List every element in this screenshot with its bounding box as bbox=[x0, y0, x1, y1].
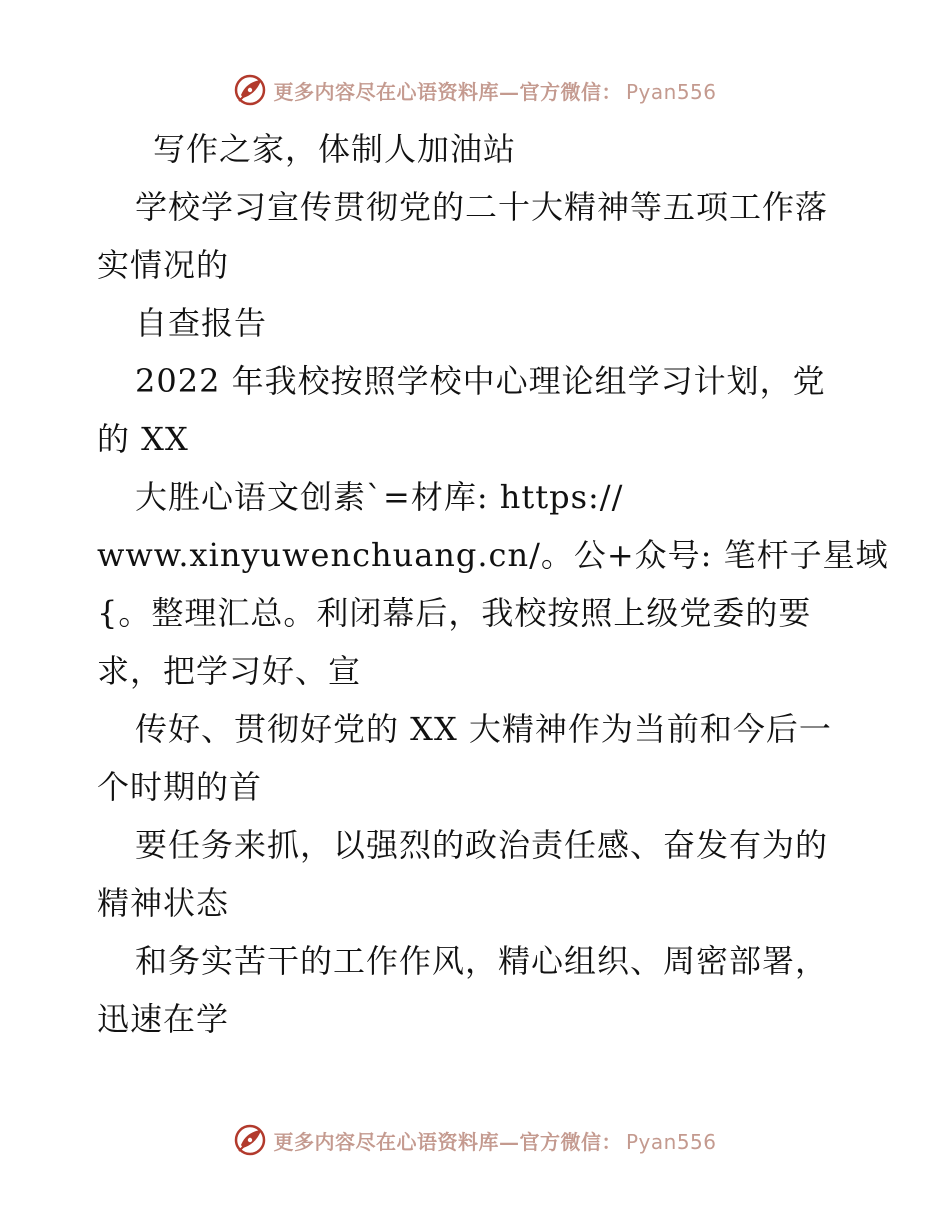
document-line: 迅速在学 bbox=[97, 1000, 230, 1038]
footer-wechat-id: Pyan556 bbox=[625, 1129, 717, 1154]
document-line: 传好、贯彻好党的 XX 大精神作为当前和今后一 bbox=[135, 710, 832, 748]
header-wechat-id: Pyan556 bbox=[625, 79, 717, 104]
document-line: 求，把学习好、宣 bbox=[97, 652, 362, 690]
header-banner-label: 更多内容尽在心语资料库—官方微信： bbox=[273, 79, 622, 104]
document-line: 学校学习宣传贯彻党的二十大精神等五项工作落 bbox=[135, 188, 829, 226]
document-line: 写作之家，体制人加油站 bbox=[153, 130, 517, 168]
document-line: {。整理汇总。利闭幕后，我校按照上级党委的要 bbox=[97, 594, 812, 632]
header-banner-text bbox=[273, 76, 716, 105]
header-watermark-banner bbox=[0, 70, 950, 110]
document-line: 实情况的 bbox=[97, 246, 230, 284]
pen-nib-logo-icon bbox=[233, 1123, 267, 1157]
document-line: 2022 年我校按照学校中心理论组学习计划，党 bbox=[135, 362, 826, 400]
document-line: 自查报告 bbox=[135, 304, 268, 342]
footer-banner-label: 更多内容尽在心语资料库—官方微信： bbox=[273, 1129, 622, 1154]
footer-banner-text bbox=[273, 1126, 716, 1155]
document-line: 和务实苦干的工作作风，精心组织、周密部署， bbox=[135, 942, 829, 980]
document-body bbox=[97, 120, 889, 1048]
document-line: 的 XX bbox=[97, 420, 189, 458]
document-line: 精神状态 bbox=[97, 884, 230, 922]
document-line: 个时期的首 bbox=[97, 768, 263, 806]
document-line: www.xinyuwenchuang.cn/。公+众号: 笔杆子星域 bbox=[97, 536, 889, 574]
pen-nib-logo-icon bbox=[233, 73, 267, 107]
document-line: 要任务来抓，以强烈的政治责任感、奋发有为的 bbox=[135, 826, 829, 864]
document-line: 大胜心语文创素`=材库: https:// bbox=[135, 478, 624, 516]
footer-watermark-banner bbox=[0, 1120, 950, 1160]
